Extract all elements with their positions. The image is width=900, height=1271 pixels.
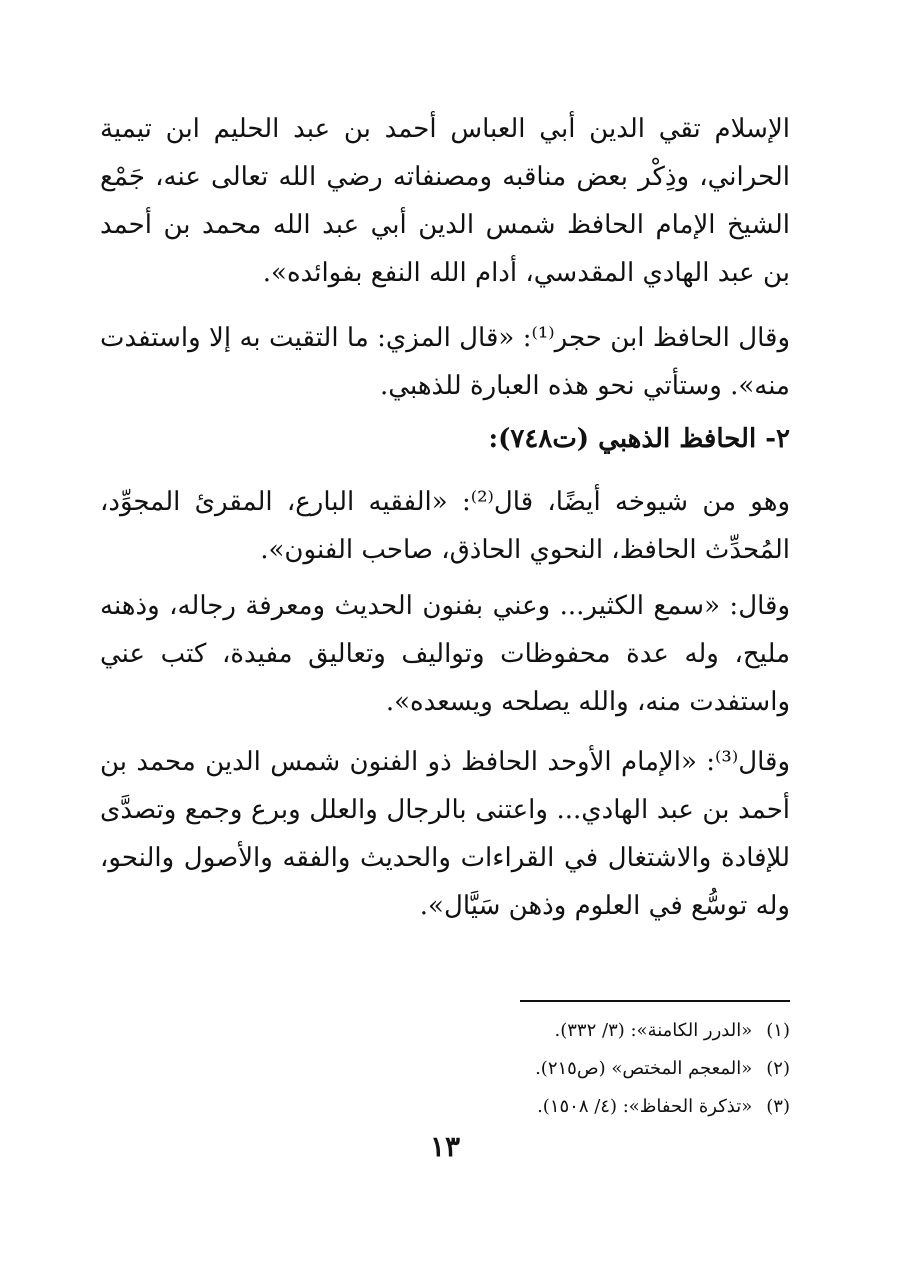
paragraph-ibn-hajar-quote: وقال الحافظ ابن حجر⁽¹⁾: «قال المزي: ما التقيت به إلا واستفدت منه». وستأتي نحو هذه العبارة للذهبي. <box>100 323 791 401</box>
footnote-number: (٢) <box>766 1058 790 1079</box>
footnote-2 <box>100 1050 790 1088</box>
footnote-number: (١) <box>766 1020 790 1041</box>
footnote-text: «المعجم المختص» (ص٢١٥). <box>535 1058 753 1079</box>
footnote-text: «الدرر الكامنة»: (٣/ ٣٣٢). <box>554 1020 753 1041</box>
footnote-1 <box>100 1012 790 1050</box>
footnote-number: (٣) <box>766 1096 790 1117</box>
footnotes <box>100 1012 790 1126</box>
book-page <box>100 0 790 1271</box>
paragraph-dhahabi-first-quote: وهو من شيوخه أيضًا، قال⁽²⁾: «الفقيه البارع، المقرئ المجوِّد، المُحدِّث الحافظ، النحوي الحاذق، صاحب الفنون». <box>100 487 791 565</box>
footnote-separator <box>520 1000 790 1002</box>
section-heading-dhahabi: ٢- الحافظ الذهبي (ت٧٤٨): <box>488 424 790 454</box>
paragraph-dhahabi-second-quote: وقال: «سمع الكثير... وعني بفنون الحديث ومعرفة رجاله، وذهنه مليح، وله عدة محفوظات وتواليف وتعاليق مفيدة، كتب عني واستفدت منه، والله يصلحه ويسعده». <box>100 591 790 717</box>
paragraph-dhahabi-third-quote: وقال⁽³⁾: «الإمام الأوحد الحافظ ذو الفنون شمس الدين محمد بن أحمد بن عبد الهادي... واعتنى بالرجال والعلل وبرع وجمع وتصدَّى للإفادة والاشتغال في القراءات والحديث والفقه والأصول والنحو، وله توسُّع في العلوم وذهن سَيَّال». <box>100 747 790 921</box>
footnote-3 <box>100 1088 790 1126</box>
footnote-text: «تذكرة الحفاظ»: (٤/ ١٥٠٨). <box>537 1096 753 1117</box>
paragraph-intro-continuation: الإسلام تقي الدين أبي العباس أحمد بن عبد الحليم ابن تيمية الحراني، وذِكْر بعض مناقبه ومصنفاته رضي الله تعالى عنه، جَمْع الشيخ الإمام الحافظ شمس الدين أبي عبد الله محمد بن أحمد بن عبد الهادي المقدسي، أدام الله النفع بفوائده». <box>100 114 790 288</box>
page-number: ١٣ <box>429 1130 461 1163</box>
